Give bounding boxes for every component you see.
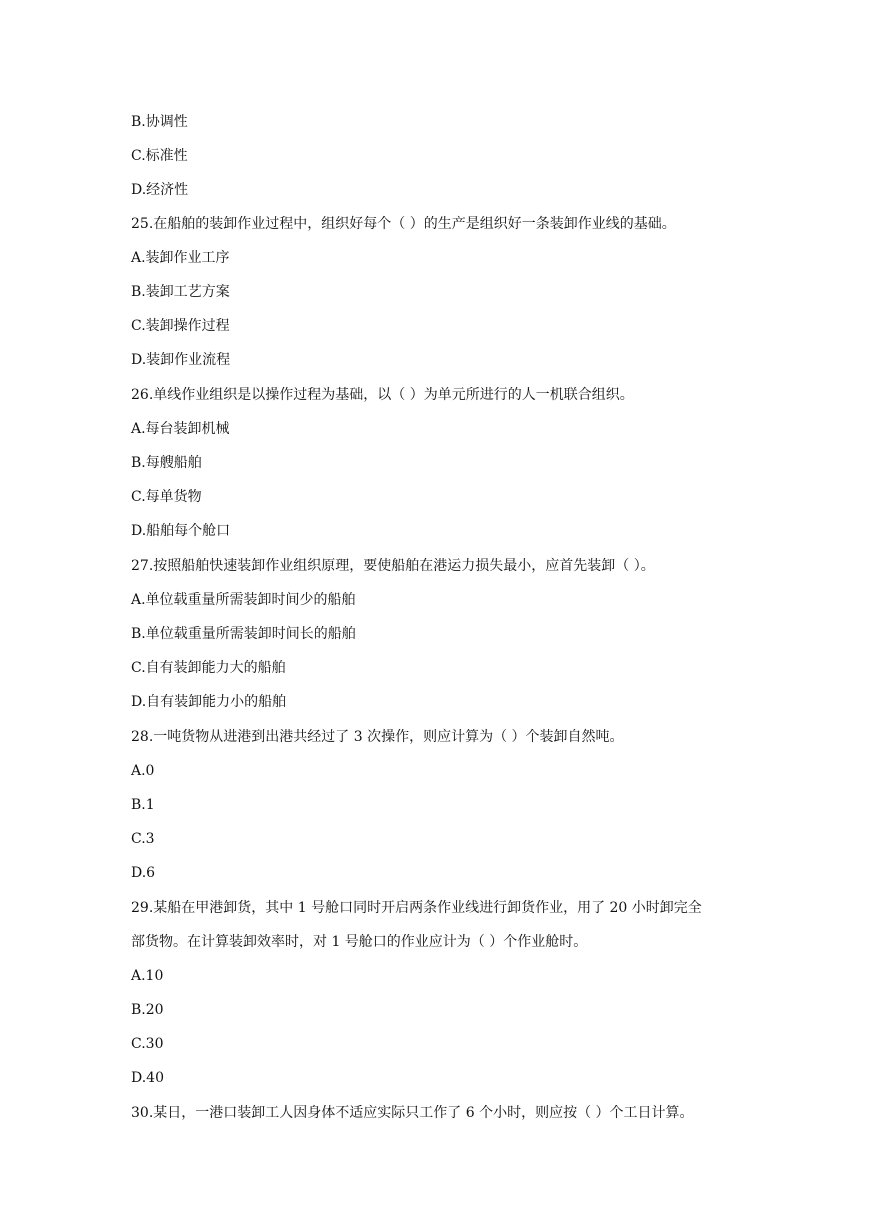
text-line: B.协调性: [131, 114, 188, 130]
text-line: D.船舶每个舱口: [131, 523, 231, 539]
text-line: A.单位载重量所需装卸时间少的船舶: [131, 592, 356, 608]
text-line: A.10: [131, 968, 164, 984]
text-line: A.0: [131, 763, 155, 779]
text-line: B.装卸工艺方案: [131, 284, 230, 300]
text-line: A.装卸作业工序: [131, 250, 230, 266]
text-line: C.每单货物: [131, 489, 202, 505]
text-line: 28.一吨货物从进港到出港共经过了 3 次操作，则应计算为（ ）个装卸自然吨。: [131, 729, 624, 745]
text-line: A.每台装卸机械: [131, 421, 230, 437]
text-line: D.装卸作业流程: [131, 352, 231, 368]
text-line: C.自有装卸能力大的船舶: [131, 660, 286, 676]
text-line: C.装卸操作过程: [131, 318, 230, 334]
text-line: B.每艘船舶: [131, 455, 202, 471]
text-line: D.40: [131, 1070, 164, 1086]
text-line: C.标准性: [131, 148, 188, 164]
text-line: 29.某船在甲港卸货，其中 1 号舱口同时开启两条作业线进行卸货作业，用了 20 小时卸完全: [131, 900, 702, 916]
text-line: D.6: [131, 865, 156, 881]
text-line: B.1: [131, 797, 155, 813]
text-line: C.30: [131, 1036, 164, 1052]
text-line: D.经济性: [131, 182, 189, 198]
text-line: 部货物。在计算装卸效率时，对 1 号舱口的作业应计为（ ）个作业舱时。: [131, 934, 588, 950]
text-line: 27.按照船舶快速装卸作业组织原理，要使船舶在港运力损失最小，应首先装卸（ ）。: [131, 558, 655, 574]
text-line: 25.在船舶的装卸作业过程中，组织好每个（ ）的生产是组织好一条装卸作业线的基础。: [131, 216, 676, 232]
text-line: C.3: [131, 831, 155, 847]
text-line: B.20: [131, 1002, 164, 1018]
text-line: 26.单线作业组织是以操作过程为基础，以（ ）为单元所进行的人一机联合组织。: [131, 387, 634, 403]
text-line: D.自有装卸能力小的船舶: [131, 694, 287, 710]
text-line: B.单位载重量所需装卸时间长的船舶: [131, 626, 356, 642]
text-line: 30.某日，一港口装卸工人因身体不适应实际只工作了 6 个小时，则应按（ ）个工日计算。: [131, 1105, 694, 1121]
